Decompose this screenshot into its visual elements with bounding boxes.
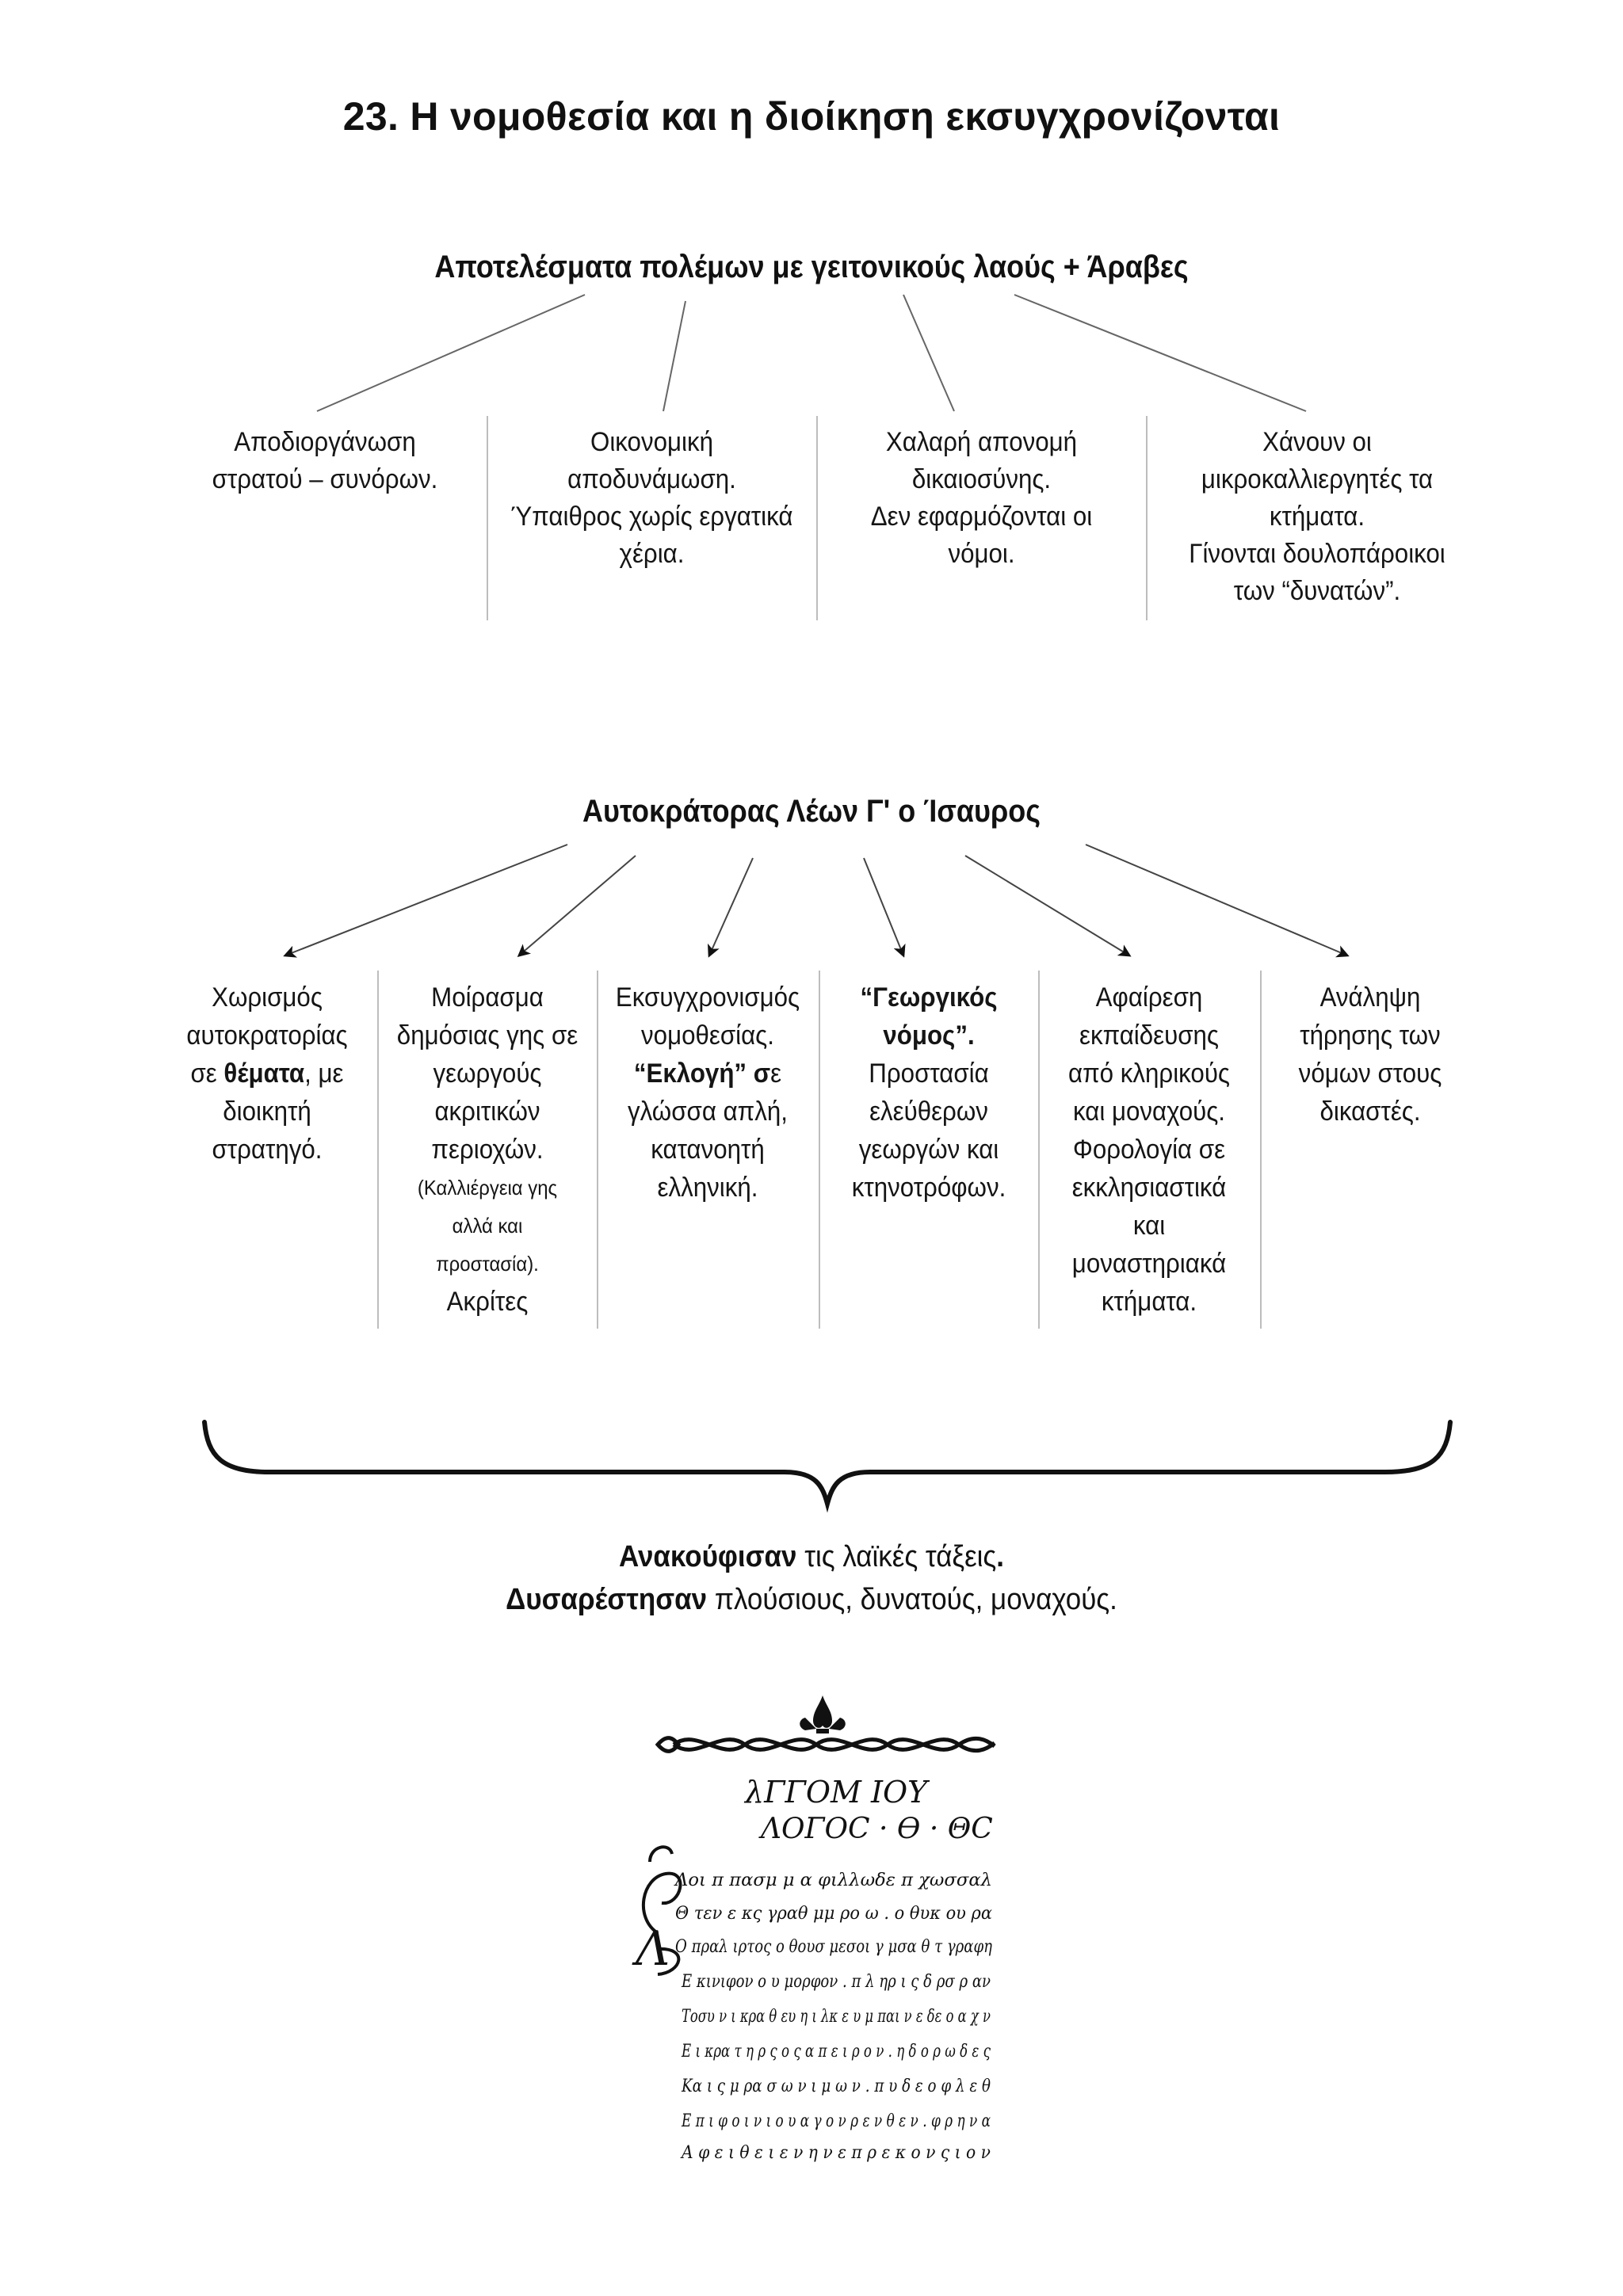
consequence-item-economy: Οικονομική αποδυνάμωση. Ύπαιθρος χωρίς εργατικά χέρια. bbox=[510, 427, 793, 569]
reform-item-land: Μοίρασμα δημόσιας γης σε γεωργούς ακριτικών περιοχών. (Καλλιέργεια γης αλλά και προστασία). Ακρίτες bbox=[396, 982, 579, 1317]
connector-line bbox=[903, 295, 954, 411]
column-divider bbox=[816, 416, 818, 620]
bold-term: Δυσαρέστησαν bbox=[506, 1583, 708, 1616]
page-title: 23. Η νομοθεσία και η διοίκηση εκσυγχρονίζονται bbox=[342, 94, 1281, 139]
bold-term: “Γεωργικός bbox=[860, 982, 998, 1013]
column-divider bbox=[1146, 416, 1148, 620]
reform-item-clergy: Αφαίρεση εκπαίδευσης από κληρικούς και μοναχούς. Φορολογία σε εκκλησιαστικά και μοναστηριακά κτήματα. bbox=[1067, 982, 1231, 1317]
column-divider bbox=[819, 971, 820, 1329]
bold-term: νόμος bbox=[883, 1020, 956, 1051]
consequence-item-army: Αποδιοργάνωση στρατού – συνόρων. bbox=[212, 427, 438, 494]
manuscript-line: Κα ι ς μ ρα σ ω ν ι μ ω ν . π υ δ ε ο φ λ ε θ bbox=[681, 2077, 991, 2096]
consequence-item-justice: Χαλαρή απονομή δικαιοσύνης. Δεν εφαρμόζονται οι νόμοι. bbox=[870, 427, 1093, 569]
manuscript-line: Ο πραλ ιρτος ο θουσ μεσοι γ μσα θ τ γραφη bbox=[675, 1937, 992, 1957]
connector-arrow bbox=[1086, 845, 1347, 955]
connector-arrow bbox=[864, 858, 903, 955]
manuscript-image bbox=[626, 1695, 1022, 2163]
connector-arrow bbox=[519, 856, 636, 955]
bold-term: “Εκλογή” bbox=[633, 1058, 747, 1089]
manuscript-header-2: ΛΟΓΟC · Ѳ · ΘC bbox=[761, 1813, 993, 1845]
heading-emperor-leo: Αυτοκράτορας Λέων Γ' ο Ίσαυρος bbox=[582, 794, 1041, 829]
connector-line bbox=[663, 301, 685, 411]
braid-band bbox=[658, 1738, 995, 1752]
column-divider bbox=[377, 971, 379, 1329]
column-divider bbox=[1038, 971, 1040, 1329]
initial-letter: Λ bbox=[636, 1921, 670, 1977]
manuscript-line: Λοι π πασμ μ α φιλλωδε π χωσσαλ bbox=[673, 1871, 992, 1890]
connector-arrow bbox=[965, 856, 1129, 955]
reform-item-ekloge: Εκσυγχρονισμός νομοθεσίας. “Εκλογή” σε γλώσσα απλή, κατανοητή ελληνική. bbox=[615, 982, 800, 1203]
fleur-ornament bbox=[800, 1695, 846, 1733]
manuscript-line: Τοσυ ν ι κρα θ ευ η ι λκ ε υ μ παι ν ε δε ο α χ ν bbox=[682, 2007, 991, 2027]
manuscript-line: Ε π ι φ ο ι ν ι ο υ α γ ο ν ρ ε ν θ ε ν . φ ρ η ν α bbox=[681, 2111, 991, 2131]
heading-war-consequences: Αποτελέσματα πολέμων με γειτονικούς λαούς + Άραβες bbox=[434, 250, 1189, 284]
connector-line bbox=[1014, 295, 1306, 411]
bold-term: Ανακούφισαν bbox=[618, 1540, 797, 1573]
reform-item-farmers-law: “Γεωργικός νόμος”. Προστασία ελεύθερων γεωργών και κτηνοτρόφων. bbox=[851, 982, 1006, 1203]
manuscript-line: Θ τεν ε κς γραθ μμ ρο ω . ο θυκ ου ρα bbox=[675, 1904, 993, 1924]
reform-item-themes: Χωρισμός αυτοκρατορίας σε θέματα, με διοικητή στρατηγό. bbox=[186, 982, 348, 1165]
manuscript-header-1: λΓΓΟΜ ΙΟΥ bbox=[745, 1775, 928, 1810]
manuscript-line: Ε κινιφον ο υ μορφον . π λ ηρ ι ς δ ρσ ρ αν bbox=[681, 1972, 991, 1992]
manuscript-line: Ε ι κρα τ η ρ ς ο ς α π ε ι ρ ο ν . η δ ο ρ ω δ ε ς bbox=[681, 2042, 991, 2061]
column-divider bbox=[1260, 971, 1262, 1329]
curly-brace bbox=[204, 1422, 1450, 1504]
connector-line bbox=[317, 295, 585, 411]
column-divider bbox=[487, 416, 488, 620]
consequence-item-farmers: Χάνουν οι μικροκαλλιεργητές τα κτήματα. Γίνονται δουλοπάροικοι των “δυνατών”. bbox=[1189, 427, 1445, 606]
reform-item-judges: Ανάληψη τήρησης των νόμων στους δικαστές. bbox=[1298, 982, 1442, 1127]
connector-arrow bbox=[709, 858, 753, 955]
connector-arrow bbox=[285, 845, 567, 955]
manuscript-line: Α φ ε ι θ ε ι ε ν η ν ε π ρ ε κ ο ν ς ι ο ν bbox=[680, 2143, 991, 2163]
conclusion: Ανακούφισαν τις λαϊκές τάξεις. Δυσαρέστησαν πλούσιους, δυνατούς, μοναχούς. bbox=[506, 1540, 1117, 1616]
column-divider bbox=[597, 971, 598, 1329]
bold-term: θέματα bbox=[223, 1058, 305, 1089]
